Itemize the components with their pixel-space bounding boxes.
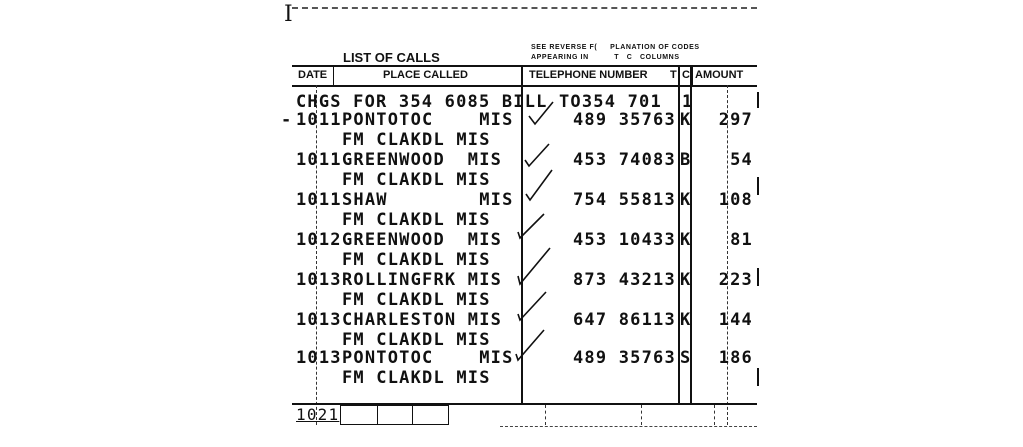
call-code: K [680, 230, 691, 250]
column-header-phone: TELEPHONE NUMBER [529, 69, 648, 81]
call-place: SHAW MIS [342, 190, 514, 210]
call-from: FM CLAKDL MIS [342, 170, 491, 190]
charges-header-row-end: 1 [682, 92, 693, 112]
footer-box [340, 405, 378, 425]
call-place: ROLLINGFRK MIS [342, 270, 503, 290]
date-column-rule [333, 65, 334, 85]
call-amount: 144 [718, 310, 753, 330]
check-mark-icon [516, 246, 552, 286]
check-mark-icon [514, 290, 550, 324]
call-date: 1011 [296, 190, 342, 210]
call-phone: 489 35763 [573, 110, 676, 130]
check-mark-icon [527, 100, 555, 126]
call-amount: 108 [718, 190, 753, 210]
call-date: 1013 [296, 348, 342, 368]
check-mark-icon [523, 142, 551, 168]
check-mark-icon [524, 168, 554, 202]
footer-tick [641, 405, 642, 425]
footer-date: 1021 [296, 405, 340, 424]
column-header-amount: AMOUNT [695, 69, 744, 81]
right-margin-mark-1 [757, 92, 759, 108]
codes-note-line-1: SEE REVERSE F( PLANATION OF CODES [531, 44, 700, 51]
call-phone: 647 86113 [573, 310, 676, 330]
top-dashed-rule [292, 7, 757, 9]
call-amount: 297 [718, 110, 753, 130]
call-code: K [680, 110, 691, 130]
call-from: FM CLAKDL MIS [342, 368, 491, 388]
call-date: 1011 [296, 110, 342, 130]
call-place: PONTOTOC MIS [342, 110, 514, 130]
charges-header-row: CHGS FOR 354 6085 BILL TO354 701 [296, 92, 662, 112]
footer-tick [545, 405, 546, 425]
call-date: 1011 [296, 150, 342, 170]
call-amount: 223 [718, 270, 753, 290]
column-header-date: DATE [298, 69, 328, 81]
call-code: K [680, 190, 691, 210]
check-mark-icon [514, 212, 548, 242]
call-phone: 453 74083 [573, 150, 676, 170]
call-phone: 489 35763 [573, 348, 676, 368]
call-place: PONTOTOC MIS [342, 348, 514, 368]
call-from: FM CLAKDL MIS [342, 250, 491, 270]
footer-box [412, 405, 449, 425]
call-from: FM CLAKDL MIS [342, 290, 491, 310]
check-mark-icon [512, 328, 548, 362]
column-header-place: PLACE CALLED [383, 69, 468, 81]
cursor-mark: I [284, 2, 293, 27]
call-code: B [680, 150, 691, 170]
call-from: FM CLAKDL MIS [342, 130, 491, 150]
call-code: K [680, 310, 691, 330]
c-amount-rule [692, 65, 693, 85]
amount-dashed-rule [727, 85, 728, 425]
call-amount: 54 [730, 150, 753, 170]
codes-note-line-2: APPEARING IN T C COLUMNS [531, 54, 680, 61]
call-code: K [680, 270, 691, 290]
call-phone: 453 10433 [573, 230, 676, 250]
right-margin-mark-4 [757, 368, 759, 386]
header-top-rule [292, 65, 757, 67]
call-code: S [680, 348, 691, 368]
date-column-dashed-rule [316, 85, 317, 425]
left-margin-mark: - [281, 110, 293, 130]
right-margin-mark-3 [757, 268, 759, 286]
footer-tick [714, 405, 715, 425]
t-c-rule [690, 65, 692, 405]
call-phone: 754 55813 [573, 190, 676, 210]
call-amount: 186 [718, 348, 753, 368]
right-margin-mark-2 [757, 177, 759, 195]
call-place: CHARLESTON MIS [342, 310, 503, 330]
call-place: GREENWOOD MIS [342, 150, 503, 170]
column-header-t: T [670, 69, 677, 81]
column-header-c: C [682, 69, 690, 81]
form-title: LIST OF CALLS [343, 50, 440, 65]
call-date: 1012 [296, 230, 342, 250]
call-phone: 873 43213 [573, 270, 676, 290]
call-from: FM CLAKDL MIS [342, 330, 491, 350]
call-amount: 81 [730, 230, 753, 250]
footer-dashed-rule [500, 426, 757, 427]
call-place: GREENWOOD MIS [342, 230, 503, 250]
call-date: 1013 [296, 270, 342, 290]
footer-box [376, 405, 413, 425]
header-bottom-rule [292, 85, 757, 87]
call-date: 1013 [296, 310, 342, 330]
call-from: FM CLAKDL MIS [342, 210, 491, 230]
